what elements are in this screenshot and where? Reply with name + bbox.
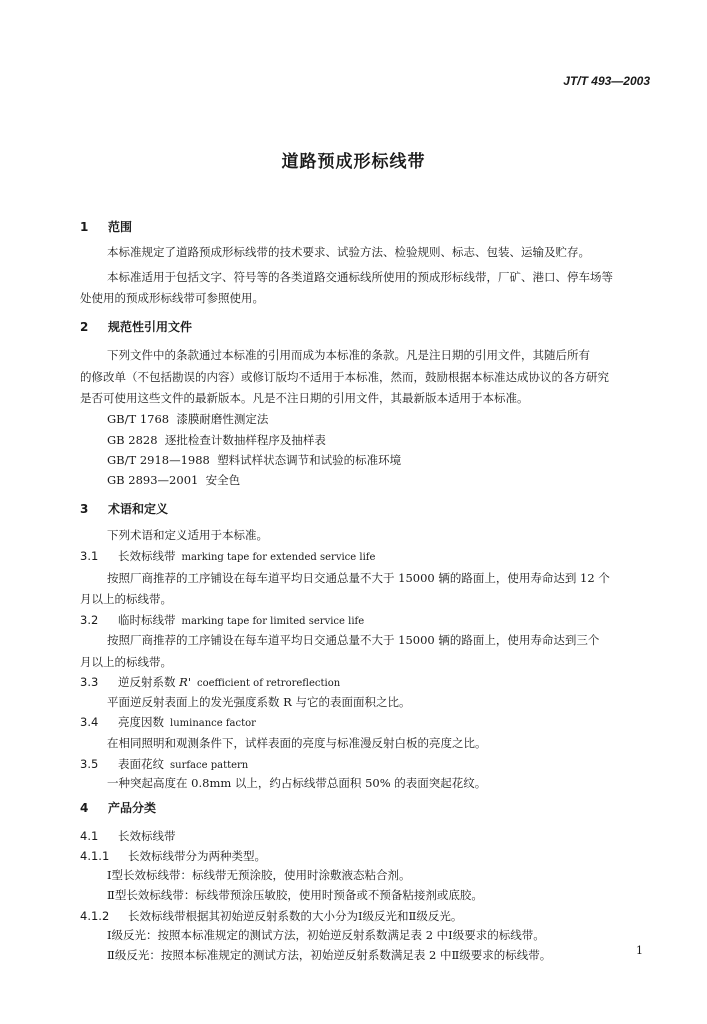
- reference-name: 塑料试样状态调节和试验的标准环境: [217, 453, 402, 467]
- term-number: 3.1: [80, 549, 99, 563]
- reference-item: [107, 411, 268, 427]
- section-number: 3: [80, 502, 89, 516]
- reference-code: GB/T 1768: [107, 412, 170, 426]
- term-number: 3.5: [80, 757, 99, 771]
- term-symbol: R': [179, 675, 191, 689]
- term-english: marking tape for limited service life: [181, 616, 365, 627]
- scope-paragraph-2-line-2: 处使用的预成形标线带可参照使用。: [80, 291, 264, 305]
- scope-paragraph-1: 本标准规定了道路预成形标线带的技术要求、试验方法、检验规则、标志、包装、运输及贮存。: [107, 245, 590, 259]
- page-number: 1: [636, 944, 643, 957]
- term-3-3-definition: 平面逆反射表面上的发光强度系数 R 与它的表面面积之比。: [107, 695, 411, 709]
- section-number: 2: [80, 320, 89, 334]
- section-4-heading: [80, 799, 156, 816]
- clause-4-1-1-type-2: Ⅱ型长效标线带：标线带预涂压敏胶，使用时预备或不预备粘接剂或底胶。: [107, 888, 483, 902]
- term-chinese: 表面花纹: [118, 757, 164, 771]
- section-3-heading: [80, 500, 168, 517]
- refs-paragraph-line-1: 下列文件中的条款通过本标准的引用而成为本标准的条款。凡是注日期的引用文件，其随后所有: [107, 348, 590, 362]
- section-2-heading: [80, 318, 192, 335]
- term-number: 3.4: [80, 715, 99, 729]
- reference-item: [107, 472, 240, 488]
- section-title: 术语和定义: [108, 502, 169, 516]
- section-title: 产品分类: [108, 801, 157, 815]
- clause-4-1-1-type-1: Ⅰ型长效标线带：标线带无预涂胶，使用时涂敷液态粘合剂。: [107, 868, 411, 882]
- term-3-2-heading: [80, 612, 364, 628]
- clause-4-1-heading: [80, 828, 176, 844]
- clause-number: 4.1.1: [80, 849, 110, 863]
- section-title: 规范性引用文件: [108, 320, 193, 334]
- term-3-2-definition-line-2: 月以上的标线带。: [80, 655, 172, 669]
- term-3-3-heading: [80, 674, 340, 690]
- clause-title: 长效标线带: [118, 829, 176, 843]
- term-3-1-definition-line-2: 月以上的标线带。: [80, 592, 172, 606]
- reference-name: 逐批检查计数抽样程序及抽样表: [164, 433, 326, 447]
- term-english: surface pattern: [170, 760, 249, 771]
- term-english: coefficient of retroreflection: [196, 678, 341, 689]
- reference-code: GB 2893—2001: [107, 473, 199, 487]
- section-number: 4: [80, 801, 89, 815]
- section-title: 范围: [108, 220, 133, 234]
- terms-intro: 下列术语和定义适用于本标准。: [107, 528, 268, 542]
- term-3-1-definition-line-1: 按照厂商推荐的工序铺设在每车道平均日交通总量不大于 15000 辆的路面上，使用寿命达到 12 个: [107, 571, 610, 585]
- term-chinese: 逆反射系数: [118, 675, 176, 689]
- clause-text: 长效标线带根据其初始逆反射系数的大小分为Ⅰ级反光和Ⅱ级反光。: [128, 909, 463, 923]
- term-number: 3.3: [80, 675, 99, 689]
- clause-4-1-1-heading: [80, 848, 266, 864]
- reference-code: GB/T 2918—1988: [107, 453, 210, 467]
- term-english: luminance factor: [170, 718, 256, 729]
- section-number: 1: [80, 220, 89, 234]
- reference-name: 安全色: [205, 473, 241, 487]
- standard-code: JT/T 493—2003: [563, 74, 650, 88]
- term-chinese: 临时标线带: [118, 613, 176, 627]
- term-3-5-heading: [80, 756, 248, 772]
- term-english: marking tape for extended service life: [181, 552, 376, 563]
- term-3-4-definition: 在相同照明和观测条件下，试样表面的亮度与标准漫反射白板的亮度之比。: [107, 736, 487, 750]
- clause-4-1-2-grade-2: Ⅱ级反光：按照本标准规定的测试方法，初始逆反射系数满足表 2 中Ⅱ级要求的标线带。: [107, 948, 552, 962]
- term-3-2-definition-line-1: 按照厂商推荐的工序铺设在每车道平均日交通总量不大于 15000 辆的路面上，使用寿命达到三个: [107, 633, 600, 647]
- term-3-4-heading: [80, 714, 256, 730]
- reference-name: 漆膜耐磨性测定法: [176, 412, 269, 426]
- reference-item: [107, 452, 401, 468]
- clause-text: 长效标线带分为两种类型。: [128, 849, 266, 863]
- refs-paragraph-line-2: 的修改单（不包括勘误的内容）或修订版均不适用于本标准，然而，鼓励根据本标准达成协议的各方研究: [80, 370, 609, 384]
- term-3-1-heading: [80, 548, 375, 564]
- term-chinese: 亮度因数: [118, 715, 164, 729]
- clause-number: 4.1: [80, 829, 99, 843]
- scope-paragraph-2-line-1: 本标准适用于包括文字、符号等的各类道路交通标线所使用的预成形标线带，厂矿、港口、停车场等: [107, 270, 613, 284]
- section-1-heading: [80, 218, 132, 235]
- clause-number: 4.1.2: [80, 909, 110, 923]
- term-3-5-definition: 一种突起高度在 0.8mm 以上，约占标线带总面积 50% 的表面突起花纹。: [107, 776, 487, 790]
- document-title: 道路预成形标线带: [281, 152, 426, 172]
- term-number: 3.2: [80, 613, 99, 627]
- reference-code: GB 2828: [107, 433, 158, 447]
- clause-4-1-2-grade-1: Ⅰ级反光：按照本标准规定的测试方法，初始逆反射系数满足表 2 中Ⅰ级要求的标线带。: [107, 928, 545, 942]
- reference-item: [107, 432, 326, 448]
- refs-paragraph-line-3: 是否可使用这些文件的最新版本。凡是不注日期的引用文件，其最新版本适用于本标准。: [80, 391, 529, 405]
- term-chinese: 长效标线带: [118, 549, 176, 563]
- clause-4-1-2-heading: [80, 908, 462, 924]
